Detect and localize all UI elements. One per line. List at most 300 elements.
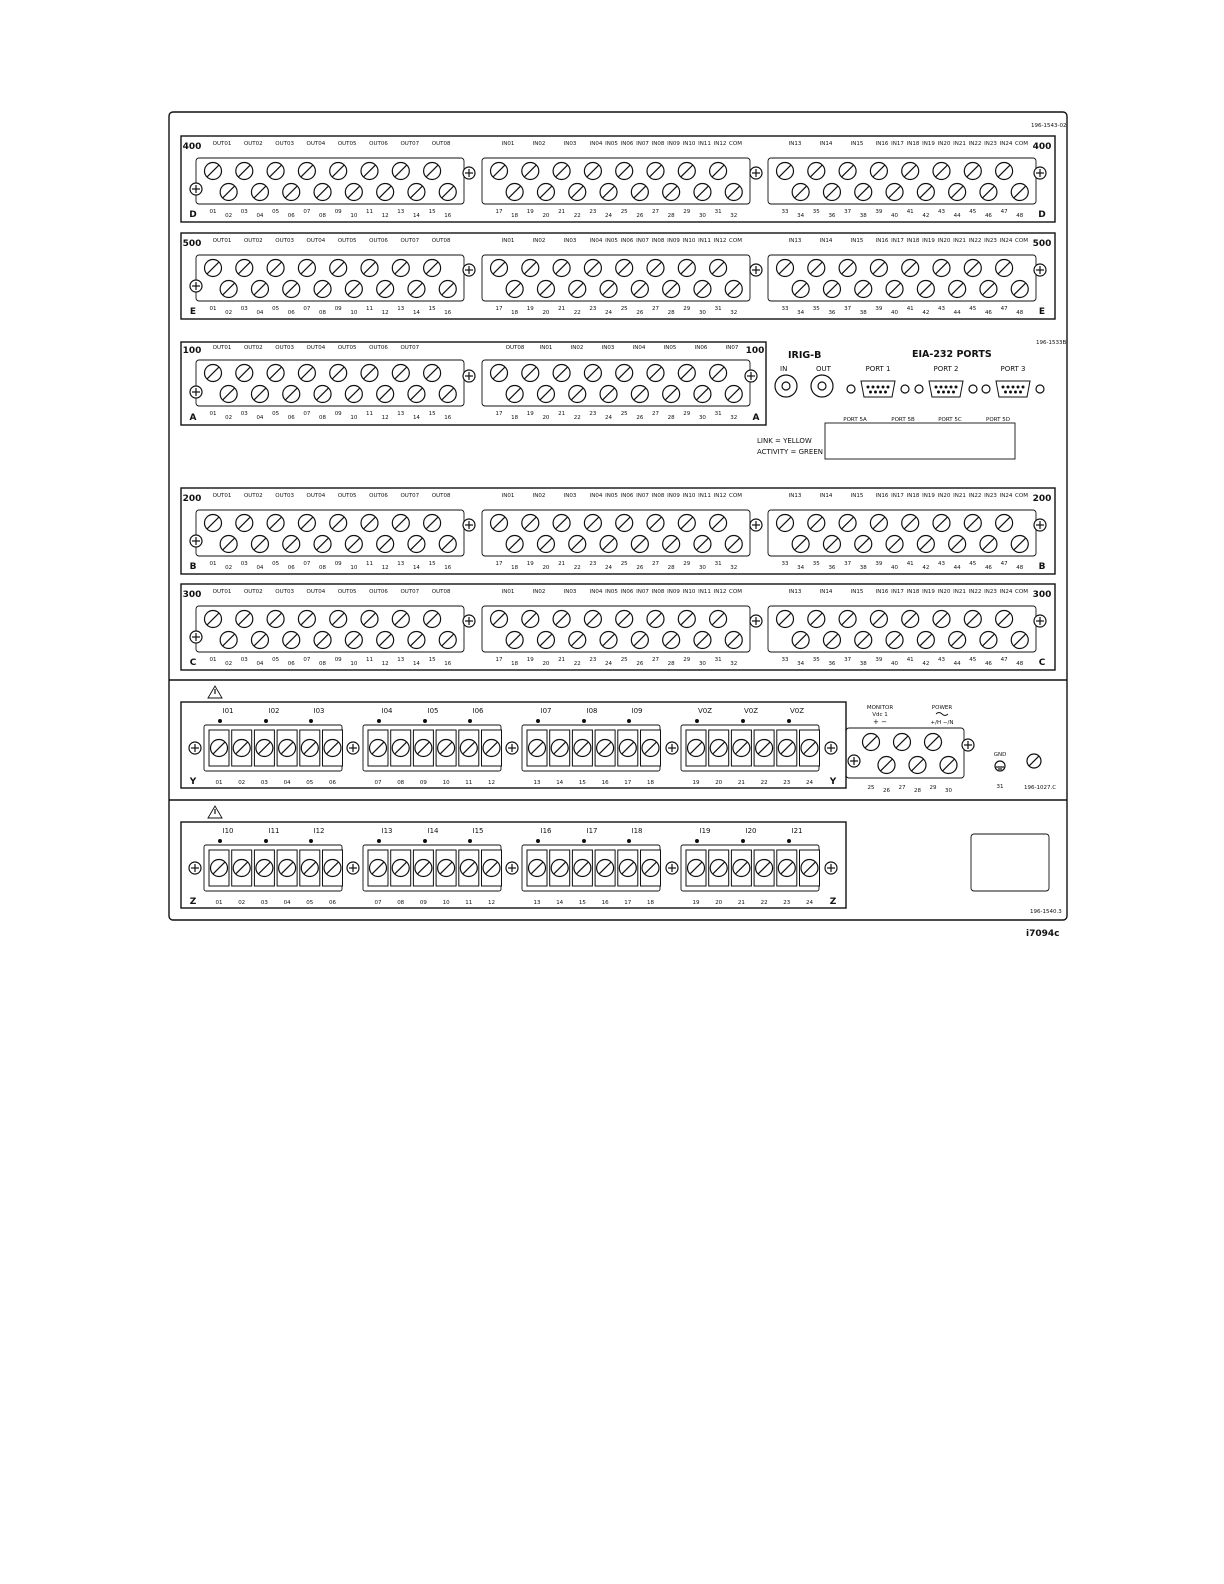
terminal-screw[interactable]: [392, 611, 409, 628]
terminal-screw[interactable]: [584, 163, 601, 180]
terminal-screw[interactable]: [710, 163, 727, 180]
terminal-screw[interactable]: [392, 515, 409, 532]
terminal-screw[interactable]: [574, 860, 591, 877]
terminal-screw[interactable]: [491, 260, 508, 277]
terminal-screw[interactable]: [584, 611, 601, 628]
terminal-screw[interactable]: [506, 386, 523, 403]
terminal-screw[interactable]: [553, 515, 570, 532]
terminal-screw[interactable]: [251, 281, 268, 298]
terminal-screw[interactable]: [733, 740, 750, 757]
terminal-screw[interactable]: [361, 163, 378, 180]
terminal-screw[interactable]: [314, 632, 331, 649]
terminal-screw[interactable]: [642, 740, 659, 757]
terminal-screw[interactable]: [600, 184, 617, 201]
terminal-screw[interactable]: [663, 632, 680, 649]
terminal-screw[interactable]: [569, 536, 586, 553]
terminal-screw[interactable]: [377, 632, 394, 649]
terminal-screw[interactable]: [792, 184, 809, 201]
terminal-screw[interactable]: [361, 260, 378, 277]
terminal-screw[interactable]: [324, 860, 341, 877]
terminal-screw[interactable]: [522, 515, 539, 532]
terminal-screw[interactable]: [756, 740, 773, 757]
serial-port-1-connector[interactable]: [847, 381, 909, 397]
terminal-screw[interactable]: [256, 740, 273, 757]
terminal-screw[interactable]: [283, 632, 300, 649]
terminal-screw[interactable]: [823, 184, 840, 201]
terminal-screw[interactable]: [574, 740, 591, 757]
terminal-screw[interactable]: [886, 281, 903, 298]
terminal-screw[interactable]: [236, 515, 253, 532]
mounting-screw-mid: [463, 167, 475, 179]
terminal-screw[interactable]: [220, 536, 237, 553]
terminal-screw[interactable]: [996, 515, 1013, 532]
terminal-screw[interactable]: [236, 260, 253, 277]
terminal-number: 06: [329, 780, 336, 786]
terminal-screw[interactable]: [980, 281, 997, 298]
terminal-screw[interactable]: [678, 163, 695, 180]
terminal-screw[interactable]: [996, 611, 1013, 628]
terminal-screw[interactable]: [694, 632, 711, 649]
terminal-screw[interactable]: [725, 281, 742, 298]
terminal-number: 29: [683, 209, 691, 215]
terminal-screw[interactable]: [522, 260, 539, 277]
terminal-screw[interactable]: [678, 365, 695, 382]
terminal-screw[interactable]: [415, 860, 432, 877]
terminal-screw[interactable]: [710, 740, 727, 757]
terminal-screw[interactable]: [220, 281, 237, 298]
terminal-screw[interactable]: [902, 611, 919, 628]
terminal-screw[interactable]: [553, 611, 570, 628]
terminal-screw[interactable]: [616, 163, 633, 180]
terminal-screw[interactable]: [917, 536, 934, 553]
terminal-screw[interactable]: [663, 184, 680, 201]
terminal-screw[interactable]: [792, 632, 809, 649]
terminal-screw[interactable]: [205, 163, 222, 180]
terminal-screw[interactable]: [725, 632, 742, 649]
power-terminal-screw[interactable]: [940, 757, 957, 774]
terminal-screw[interactable]: [886, 536, 903, 553]
terminal-screw[interactable]: [279, 860, 296, 877]
terminal-screw[interactable]: [205, 515, 222, 532]
terminal-screw[interactable]: [870, 260, 887, 277]
terminal-screw[interactable]: [631, 632, 648, 649]
terminal-screw[interactable]: [600, 632, 617, 649]
terminal-screw[interactable]: [855, 281, 872, 298]
terminal-screw[interactable]: [933, 163, 950, 180]
terminal-screw[interactable]: [439, 184, 456, 201]
terminal-screw[interactable]: [902, 163, 919, 180]
ethernet-port-label: PORT 5D: [986, 417, 1010, 423]
terminal-screw[interactable]: [870, 515, 887, 532]
terminal-screw[interactable]: [345, 184, 362, 201]
terminal-screw[interactable]: [980, 184, 997, 201]
terminal-screw[interactable]: [597, 740, 614, 757]
terminal-screw[interactable]: [251, 386, 268, 403]
terminal-screw[interactable]: [408, 536, 425, 553]
terminal-screw[interactable]: [553, 163, 570, 180]
terminal-screw[interactable]: [917, 281, 934, 298]
terminal-screw[interactable]: [902, 260, 919, 277]
terminal-screw[interactable]: [710, 365, 727, 382]
terminal-screw[interactable]: [949, 536, 966, 553]
terminal-screw[interactable]: [1011, 281, 1028, 298]
terminal-screw[interactable]: [569, 386, 586, 403]
terminal-screw[interactable]: [980, 536, 997, 553]
terminal-screw[interactable]: [725, 184, 742, 201]
terminal-screw[interactable]: [792, 281, 809, 298]
terminal-screw[interactable]: [483, 860, 500, 877]
terminal-screw[interactable]: [710, 860, 727, 877]
terminal-screw[interactable]: [616, 365, 633, 382]
terminal-screw[interactable]: [663, 536, 680, 553]
terminal-screw[interactable]: [330, 515, 347, 532]
terminal-screw[interactable]: [370, 740, 387, 757]
terminal-screw[interactable]: [236, 365, 253, 382]
terminal-screw[interactable]: [792, 536, 809, 553]
terminal-screw[interactable]: [330, 163, 347, 180]
terminal-screw[interactable]: [778, 860, 795, 877]
terminal-screw[interactable]: [886, 184, 903, 201]
terminal-screw[interactable]: [491, 163, 508, 180]
terminal-screw[interactable]: [314, 281, 331, 298]
terminal-screw[interactable]: [392, 860, 409, 877]
terminal-screw[interactable]: [663, 281, 680, 298]
terminal-screw[interactable]: [324, 740, 341, 757]
terminal-screw[interactable]: [616, 515, 633, 532]
terminal-screw[interactable]: [597, 860, 614, 877]
terminal-screw[interactable]: [537, 386, 554, 403]
terminal-screw[interactable]: [631, 184, 648, 201]
terminal-screw[interactable]: [283, 281, 300, 298]
terminal-screw[interactable]: [236, 163, 253, 180]
terminal-screw[interactable]: [616, 611, 633, 628]
terminal-screw[interactable]: [460, 860, 477, 877]
terminal-screw[interactable]: [839, 611, 856, 628]
terminal-screw[interactable]: [298, 365, 315, 382]
terminal-screw[interactable]: [233, 740, 250, 757]
terminal-screw[interactable]: [778, 740, 795, 757]
terminal-screw[interactable]: [710, 515, 727, 532]
power-terminal-screw[interactable]: [925, 734, 942, 751]
terminal-screw[interactable]: [267, 163, 284, 180]
power-terminal-screw[interactable]: [863, 734, 880, 751]
terminal-screw[interactable]: [600, 281, 617, 298]
terminal-screw[interactable]: [823, 632, 840, 649]
terminal-screw[interactable]: [314, 536, 331, 553]
terminal-screw[interactable]: [522, 163, 539, 180]
terminal-screw[interactable]: [725, 536, 742, 553]
terminal-screw[interactable]: [996, 260, 1013, 277]
terminal-screw[interactable]: [688, 740, 705, 757]
terminal-screw[interactable]: [694, 386, 711, 403]
terminal-screw[interactable]: [506, 184, 523, 201]
terminal-screw[interactable]: [917, 184, 934, 201]
terminal-screw[interactable]: [569, 281, 586, 298]
terminal-screw[interactable]: [733, 860, 750, 877]
terminal-screw[interactable]: [377, 281, 394, 298]
terminal-screw[interactable]: [678, 515, 695, 532]
part-number-power: 196-1027.C: [1024, 785, 1057, 791]
terminal-screw[interactable]: [647, 611, 664, 628]
terminal-screw[interactable]: [361, 611, 378, 628]
terminal-screw[interactable]: [855, 184, 872, 201]
terminal-screw[interactable]: [345, 536, 362, 553]
terminal-screw[interactable]: [301, 860, 318, 877]
terminal-screw[interactable]: [584, 515, 601, 532]
terminal-screw[interactable]: [506, 536, 523, 553]
terminal-screw[interactable]: [424, 260, 441, 277]
terminal-screw[interactable]: [267, 260, 284, 277]
terminal-screw[interactable]: [267, 365, 284, 382]
terminal-screw[interactable]: [267, 515, 284, 532]
terminal-screw[interactable]: [298, 611, 315, 628]
terminal-screw[interactable]: [902, 515, 919, 532]
terminal-screw[interactable]: [710, 611, 727, 628]
terminal-screw[interactable]: [491, 611, 508, 628]
terminal-screw[interactable]: [220, 632, 237, 649]
terminal-screw[interactable]: [600, 536, 617, 553]
terminal-screw[interactable]: [439, 536, 456, 553]
terminal-screw[interactable]: [438, 860, 455, 877]
terminal-screw[interactable]: [584, 365, 601, 382]
terminal-screw[interactable]: [823, 536, 840, 553]
terminal-screw[interactable]: [886, 632, 903, 649]
terminal-screw[interactable]: [619, 740, 636, 757]
terminal-screw[interactable]: [537, 536, 554, 553]
terminal-screw[interactable]: [694, 281, 711, 298]
terminal-screw[interactable]: [964, 611, 981, 628]
terminal-screw[interactable]: [801, 740, 818, 757]
terminal-screw[interactable]: [491, 365, 508, 382]
terminal-screw[interactable]: [298, 163, 315, 180]
terminal-screw[interactable]: [211, 860, 228, 877]
terminal-screw[interactable]: [756, 860, 773, 877]
terminal-screw[interactable]: [855, 632, 872, 649]
terminal-screw[interactable]: [283, 536, 300, 553]
terminal-screw[interactable]: [855, 536, 872, 553]
terminal-screw[interactable]: [415, 740, 432, 757]
terminal-screw[interactable]: [642, 860, 659, 877]
serial-port-2-connector[interactable]: [915, 381, 977, 397]
terminal-screw[interactable]: [964, 163, 981, 180]
terminal-screw[interactable]: [551, 860, 568, 877]
terminal-screw[interactable]: [424, 365, 441, 382]
polarity-dot: [583, 720, 586, 723]
terminal-screw[interactable]: [663, 386, 680, 403]
terminal-screw[interactable]: [236, 611, 253, 628]
terminal-screw[interactable]: [438, 740, 455, 757]
terminal-screw[interactable]: [301, 740, 318, 757]
terminal-screw[interactable]: [251, 184, 268, 201]
power-terminal-screw[interactable]: [894, 734, 911, 751]
terminal-screw[interactable]: [808, 611, 825, 628]
terminal-screw[interactable]: [870, 611, 887, 628]
ethernet-port-window[interactable]: [825, 423, 1015, 459]
terminal-screw[interactable]: [361, 365, 378, 382]
terminal-screw[interactable]: [233, 860, 250, 877]
terminal-screw[interactable]: [205, 611, 222, 628]
terminal-screw[interactable]: [647, 365, 664, 382]
terminal-screw[interactable]: [870, 163, 887, 180]
terminal-screw[interactable]: [553, 260, 570, 277]
terminal-screw[interactable]: [980, 632, 997, 649]
terminal-screw[interactable]: [619, 860, 636, 877]
gnd-number: 31: [996, 784, 1004, 790]
terminal-screw[interactable]: [314, 386, 331, 403]
terminal-screw[interactable]: [330, 365, 347, 382]
terminal-screw[interactable]: [949, 184, 966, 201]
ground-screw[interactable]: [1027, 754, 1041, 768]
terminal-screw[interactable]: [964, 515, 981, 532]
terminal-screw[interactable]: [678, 611, 695, 628]
terminal-screw[interactable]: [1011, 536, 1028, 553]
input-label: IN19: [922, 141, 935, 147]
terminal-screw[interactable]: [345, 281, 362, 298]
terminal-screw[interactable]: [529, 740, 546, 757]
terminal-screw[interactable]: [439, 281, 456, 298]
terminal-screw[interactable]: [439, 632, 456, 649]
terminal-screw[interactable]: [917, 632, 934, 649]
terminal-screw[interactable]: [377, 536, 394, 553]
terminal-screw[interactable]: [616, 260, 633, 277]
terminal-screw[interactable]: [392, 740, 409, 757]
terminal-screw[interactable]: [424, 611, 441, 628]
terminal-screw[interactable]: [933, 260, 950, 277]
terminal-screw[interactable]: [647, 260, 664, 277]
input-label: IN08: [651, 589, 665, 595]
terminal-screw[interactable]: [345, 386, 362, 403]
terminal-screw[interactable]: [839, 163, 856, 180]
terminal-screw[interactable]: [283, 184, 300, 201]
terminal-screw[interactable]: [211, 740, 228, 757]
terminal-screw[interactable]: [439, 386, 456, 403]
terminal-screw[interactable]: [600, 386, 617, 403]
terminal-screw[interactable]: [808, 163, 825, 180]
terminal-screw[interactable]: [408, 632, 425, 649]
terminal-screw[interactable]: [631, 281, 648, 298]
terminal-screw[interactable]: [933, 611, 950, 628]
terminal-screw[interactable]: [522, 365, 539, 382]
terminal-screw[interactable]: [777, 260, 794, 277]
terminal-screw[interactable]: [330, 611, 347, 628]
power-terminal-screw[interactable]: [878, 757, 895, 774]
terminal-screw[interactable]: [267, 611, 284, 628]
terminal-screw[interactable]: [283, 386, 300, 403]
power-terminal-screw[interactable]: [909, 757, 926, 774]
serial-port-3-connector[interactable]: [982, 381, 1044, 397]
terminal-screw[interactable]: [377, 184, 394, 201]
output-label: OUT02: [243, 493, 263, 499]
terminal-screw[interactable]: [694, 184, 711, 201]
terminal-screw[interactable]: [647, 515, 664, 532]
input-label: IN21: [953, 493, 966, 499]
board-letter-left: Y: [189, 777, 197, 787]
terminal-screw[interactable]: [345, 632, 362, 649]
terminal-screw[interactable]: [483, 740, 500, 757]
terminal-screw[interactable]: [1011, 184, 1028, 201]
terminal-screw[interactable]: [529, 860, 546, 877]
terminal-screw[interactable]: [251, 632, 268, 649]
terminal-screw[interactable]: [777, 611, 794, 628]
terminal-screw[interactable]: [584, 260, 601, 277]
terminal-screw[interactable]: [279, 740, 296, 757]
terminal-screw[interactable]: [949, 281, 966, 298]
terminal-screw[interactable]: [537, 632, 554, 649]
terminal-screw[interactable]: [996, 163, 1013, 180]
terminal-screw[interactable]: [491, 515, 508, 532]
terminal-screw[interactable]: [220, 184, 237, 201]
terminal-number: 30: [698, 213, 706, 219]
terminal-screw[interactable]: [808, 515, 825, 532]
terminal-screw[interactable]: [330, 260, 347, 277]
terminal-screw[interactable]: [392, 365, 409, 382]
terminal-screw[interactable]: [424, 163, 441, 180]
terminal-screw[interactable]: [964, 260, 981, 277]
terminal-screw[interactable]: [537, 184, 554, 201]
terminal-screw[interactable]: [361, 515, 378, 532]
terminal-screw[interactable]: [808, 260, 825, 277]
terminal-screw[interactable]: [392, 260, 409, 277]
terminal-screw[interactable]: [569, 184, 586, 201]
input-label: IN16: [875, 589, 889, 595]
terminal-screw[interactable]: [377, 386, 394, 403]
terminal-number: 29: [683, 411, 691, 417]
terminal-screw[interactable]: [392, 163, 409, 180]
terminal-screw[interactable]: [298, 260, 315, 277]
terminal-screw[interactable]: [205, 365, 222, 382]
terminal-screw[interactable]: [408, 184, 425, 201]
terminal-screw[interactable]: [460, 740, 477, 757]
terminal-screw[interactable]: [694, 536, 711, 553]
terminal-screw[interactable]: [298, 515, 315, 532]
terminal-screw[interactable]: [678, 260, 695, 277]
terminal-screw[interactable]: [1011, 632, 1028, 649]
terminal-screw[interactable]: [725, 386, 742, 403]
terminal-screw[interactable]: [949, 632, 966, 649]
terminal-screw[interactable]: [688, 860, 705, 877]
irig-out-bnc-connector[interactable]: [811, 375, 833, 397]
terminal-screw[interactable]: [408, 386, 425, 403]
terminal-screw[interactable]: [553, 365, 570, 382]
terminal-screw[interactable]: [424, 515, 441, 532]
terminal-screw[interactable]: [205, 260, 222, 277]
terminal-screw[interactable]: [551, 740, 568, 757]
terminal-screw[interactable]: [631, 536, 648, 553]
terminal-screw[interactable]: [569, 632, 586, 649]
terminal-screw[interactable]: [314, 184, 331, 201]
terminal-screw[interactable]: [631, 386, 648, 403]
terminal-screw[interactable]: [251, 536, 268, 553]
terminal-screw[interactable]: [647, 163, 664, 180]
terminal-screw[interactable]: [370, 860, 387, 877]
terminal-screw[interactable]: [777, 163, 794, 180]
irig-in-bnc-connector[interactable]: [775, 375, 797, 397]
terminal-screw[interactable]: [408, 281, 425, 298]
terminal-screw[interactable]: [506, 281, 523, 298]
terminal-screw[interactable]: [839, 515, 856, 532]
terminal-screw[interactable]: [801, 860, 818, 877]
terminal-screw[interactable]: [710, 260, 727, 277]
terminal-screw[interactable]: [522, 611, 539, 628]
terminal-screw[interactable]: [256, 860, 273, 877]
terminal-screw[interactable]: [777, 515, 794, 532]
terminal-screw[interactable]: [933, 515, 950, 532]
terminal-screw[interactable]: [506, 632, 523, 649]
terminal-screw[interactable]: [823, 281, 840, 298]
terminal-screw[interactable]: [220, 386, 237, 403]
terminal-screw[interactable]: [839, 260, 856, 277]
terminal-screw[interactable]: [537, 281, 554, 298]
